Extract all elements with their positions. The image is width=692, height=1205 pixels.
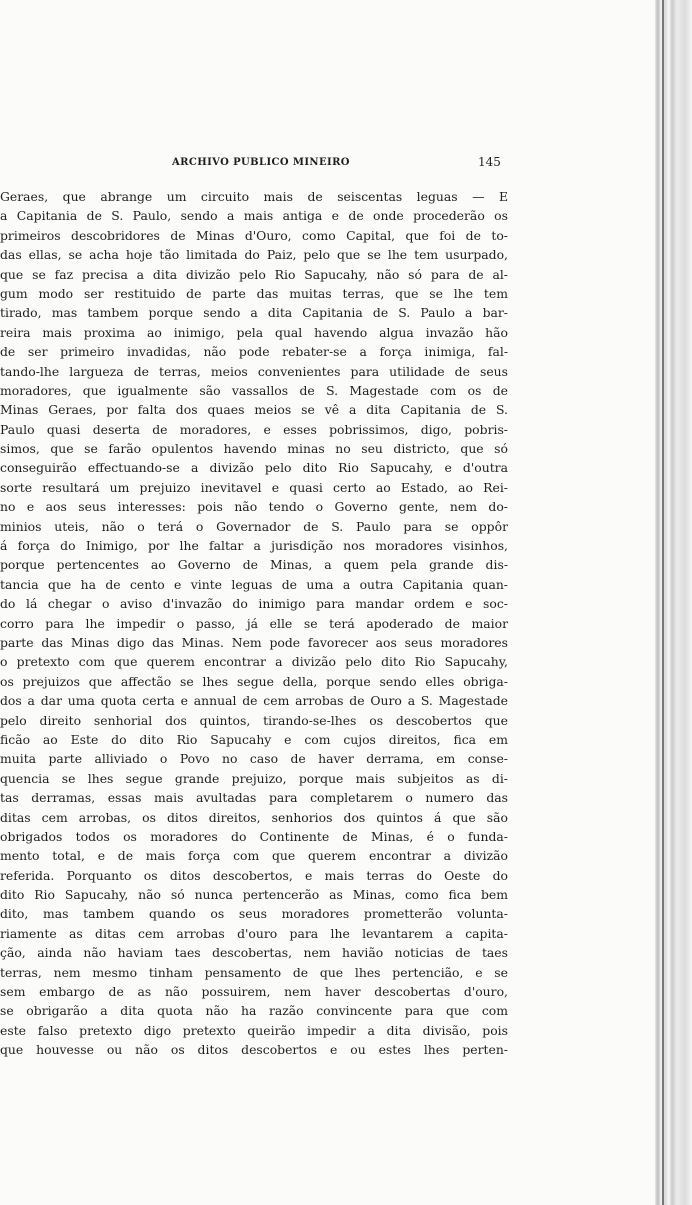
text-line: simos, que se farão opulentos havendo minas no seu districto, que só [0,441,508,457]
text-line: gum modo ser restituido de parte das muitas terras, que se lhe tem [0,285,508,301]
page-number: 145 [478,155,501,169]
text-line: primeiros descobridores de Minas d'Ouro, como Capital, que foi de to- [0,227,508,243]
text-line: parte das Minas digo das Minas. Nem pode favorecer aos seus moradores [0,634,508,650]
text-line: muita parte alliviado o Povo no caso de haver derrama, em conse- [0,751,508,767]
text-line: de ser primeiro invadidas, não pode rebater-se a força inimiga, fal- [0,344,508,360]
text-line: ficão ao Este do dito Rio Sapucahy e com cujos direitos, fica em [0,731,508,747]
text-line: reira mais proxima ao inimigo, pela qual havendo algua invazão hão [0,324,508,340]
text-line: dos a dar uma quota certa e annual de cem arrobas de Ouro a S. Magestade [0,693,508,709]
text-line: dito Rio Sapucahy, não só nunca pertencerão as Minas, como fica bem [0,887,508,903]
text-line: sem embargo de as não possuirem, nem haver descobertas d'ouro, [0,984,508,1000]
text-line: no e aos seus interesses: pois não tendo o Governo gente, nem do- [0,499,508,515]
header-title: ARCHIVO PUBLICO MINEIRO [172,157,350,168]
text-line: das ellas, se acha hoje tão limitada do Paiz, pelo que se lhe tem usurpado, [0,247,508,263]
text-line: ção, ainda não haviam taes descobertas, nem havião noticias de taes [0,945,508,961]
text-line: tando-lhe largueza de terras, meios convenientes para utilidade de seus [0,363,508,379]
text-line: á força do Inimigo, por lhe faltar a jurisdição nos moradores visinhos, [0,538,508,554]
text-line: tancia que ha de cento e vinte leguas de uma a outra Capitania quan- [0,576,508,592]
text-line: porque pertencentes ao Governo de Minas, a quem pela grande dis- [0,557,508,573]
text-line: corro para lhe impedir o passo, já elle se terá apoderado de maior [0,615,508,631]
text-line: pelo direito senhorial dos quintos, tirando-se-lhes os descobertos que [0,712,508,728]
text-line: que se faz precisa a dita divizão pelo Rio Sapucahy, não só para de al- [0,266,508,282]
book-spine-shadow [655,0,692,1205]
text-line: quencia se lhes segue grande prejuizo, porque mais subjeitos as di- [0,770,508,786]
page-edge-line [662,0,664,1205]
running-header [0,157,655,173]
text-line: moradores, que igualmente são vassallos de S. Magestade com os de [0,382,508,398]
text-line: tas derramas, essas mais avultadas para completarem o numero das [0,790,508,806]
text-line: Minas Geraes, por falta dos quaes meios se vê a dita Capitania de S. [0,402,508,418]
text-line: terras, nem mesmo tinham pensamento de que lhes pertencião, e se [0,964,508,980]
text-line: obrigados todos os moradores do Continente de Minas, é o funda- [0,828,508,844]
text-line: dito, mas tambem quando os seus moradores prometterão volunta- [0,906,508,922]
text-line: tirado, mas tambem porque sendo a dita Capitania de S. Paulo a bar- [0,305,508,321]
text-line: do lá chegar o aviso d'invazão do inimigo para mandar ordem e soc- [0,596,508,612]
text-line: a Capitania de S. Paulo, sendo a mais antiga e de onde procederão os [0,208,508,224]
text-line: conseguirão effectuando-se a divizão pelo dito Rio Sapucahy, e d'outra [0,460,508,476]
text-line: este falso pretexto digo pretexto queirão impedir a dita divisão, pois [0,1022,508,1038]
text-line: sorte resultará um prejuizo inevitavel e quasi certo ao Estado, ao Rei- [0,479,508,495]
body-text [0,187,508,1060]
text-line: riamente as ditas cem arrobas d'ouro para lhe levantarem a capita- [0,925,508,941]
text-line: Paulo quasi deserta de moradores, e esses pobrissimos, digo, pobris- [0,421,508,437]
text-line: que houvesse ou não os ditos descobertos e ou estes lhes perten- [0,1042,508,1058]
text-line: minios uteis, não o terá o Governador de S. Paulo para se oppôr [0,518,508,534]
text-line: referida. Porquanto os ditos descobertos, e mais terras do Oeste do [0,867,508,883]
text-line: ditas cem arrobas, os ditos direitos, senhorios dos quintos á que são [0,809,508,825]
text-line: mento total, e de mais força com que querem encontrar a divizão [0,848,508,864]
text-line: os prejuizos que affectão se lhes segue della, porque sendo elles obriga- [0,673,508,689]
text-line: se obrigarão a dita quota não ha razão convincente para que com [0,1003,508,1019]
text-line: Geraes, que abrange um circuito mais de seiscentas leguas — E [0,189,508,204]
text-line: o pretexto com que querem encontrar a divizão pelo dito Rio Sapucahy, [0,654,508,670]
